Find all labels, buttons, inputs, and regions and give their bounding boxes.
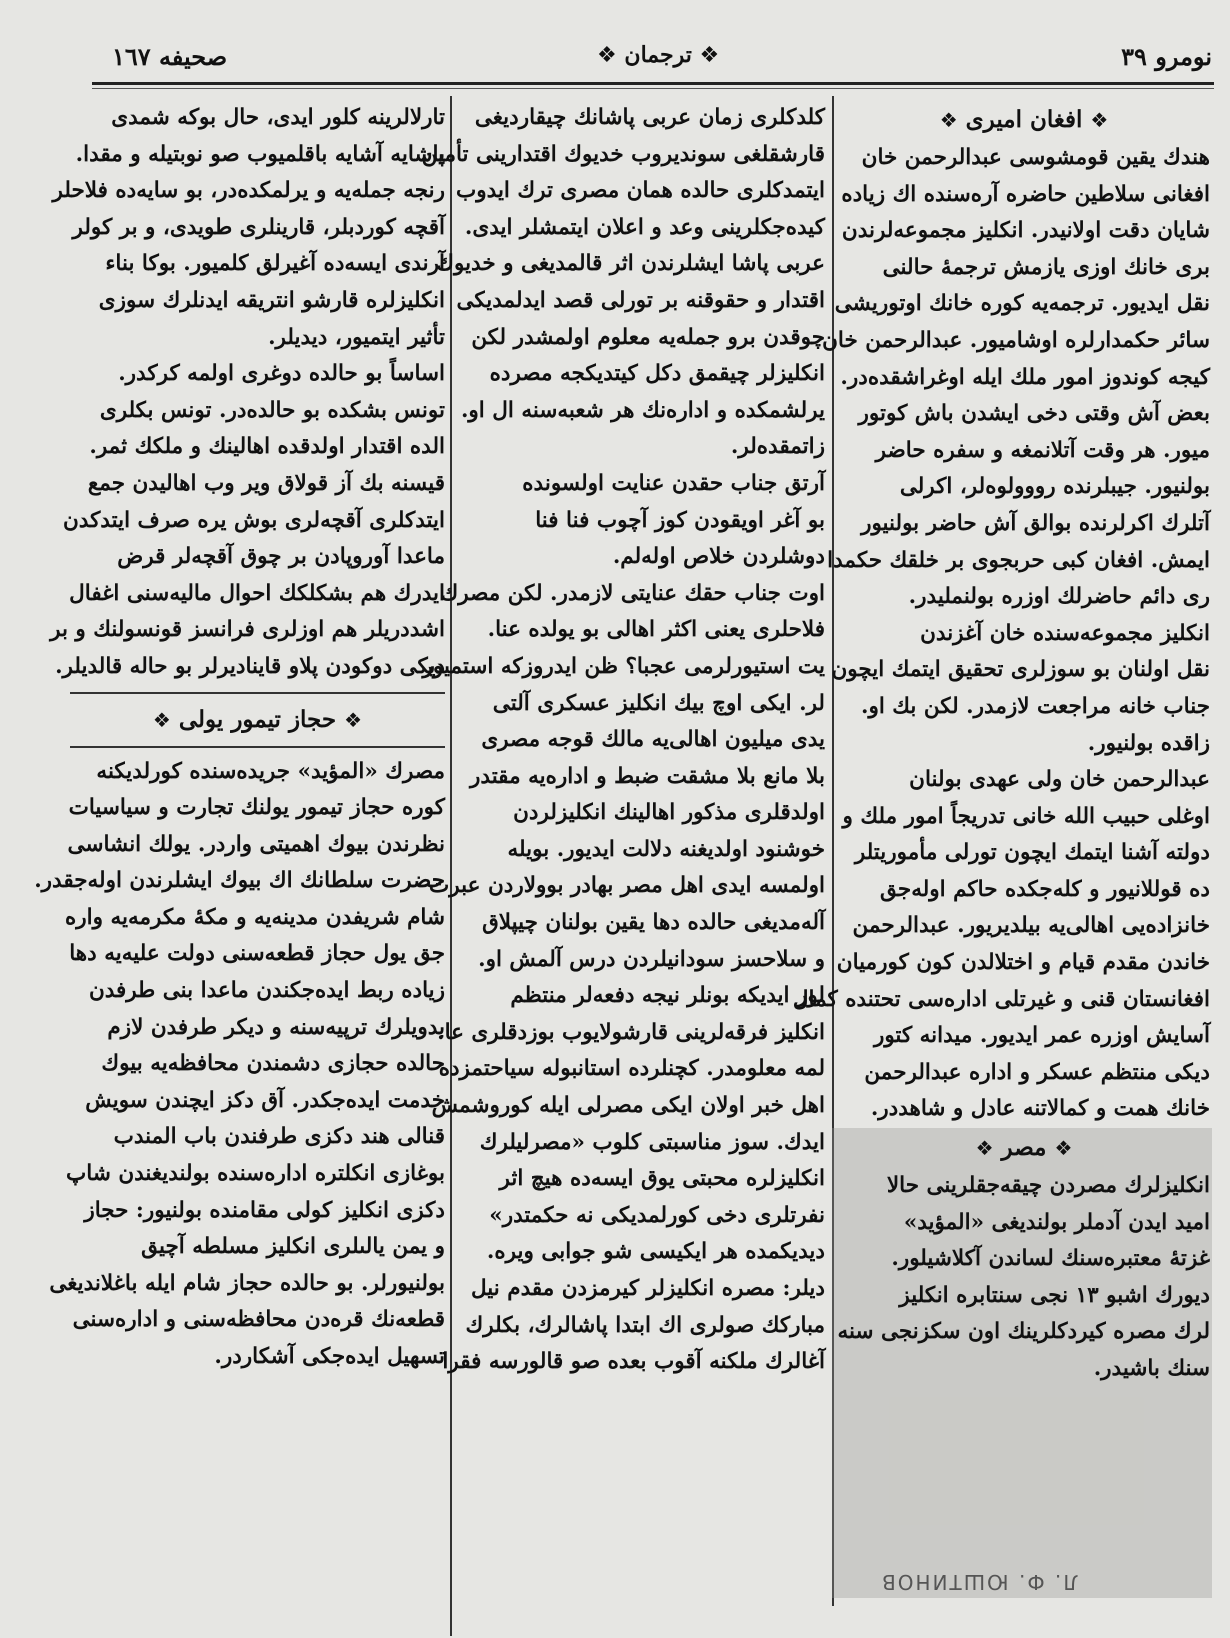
text-line: ميور. هر وقت آتلانمغه و سفره حاضر	[875, 437, 1210, 463]
text-line: زاتمقده‌لر.	[730, 434, 825, 460]
text-line: آسايش اوزره عمر ايديور. ميدانه كتور	[873, 1023, 1210, 1049]
text-line: اميد ايدن آدملر بولنديغى «المؤيد»	[903, 1209, 1210, 1235]
text-line: لرك مصره كيردكلرينك اون سكزنجى سنه	[837, 1319, 1210, 1345]
text-line: برى خانك اوزى يازمش ترجمۀ حالنى	[882, 254, 1210, 280]
paper-name: ترجمان	[624, 42, 692, 68]
text-line: آقچه كوردبلر، قارينلرى طويدى، و بر كولر	[72, 214, 445, 240]
text-line: تارلالرينه كلور ايدى، حال بوكه شمدى	[111, 105, 445, 130]
text-line: آرتق جناب حقدن عنايت اولسونده	[522, 470, 825, 496]
article-heading-afghan-emir	[838, 100, 1210, 140]
text-line: قطعه‌نك قره‌دن محافظه‌سنى و اداره‌سنى	[72, 1307, 445, 1333]
text-line: ايدرك هم بشكلكك احوال ماليه‌سنى اغفال	[69, 580, 445, 606]
text-line: نفرتلرى دخى كورلمديكى نه حكمتدر»	[489, 1202, 825, 1228]
text-line: بلا مانع بلا مشقت ضبط و اداره‌يه مقتدر	[470, 763, 825, 789]
text-line: ديورك اشبو ١٣ نجى سنتابره انكليز	[899, 1282, 1210, 1308]
text-line: قيسنه بك آز قولاق وير وب اهاليدن جمع	[87, 470, 445, 496]
text-line: نقل اولنان بو سوزلرى تحقيق ايتمك ايچون	[831, 657, 1210, 683]
text-line: رى دائم حاضرلك اوزره بولنمليدر.	[908, 584, 1210, 610]
text-line: لمه معلومدر. كچنلرده استانبوله سياحتمزده	[438, 1056, 825, 1082]
text-line: ماعدا آوروپادن بر چوق آقچه‌لر قرض	[117, 544, 445, 570]
text-line: قنالى هند دكزى طرفندن باب المندب	[113, 1124, 445, 1150]
page-header	[92, 34, 1212, 84]
text-line: عبدالرحمن خان ولى عهدى بولنان	[909, 767, 1210, 793]
column-right	[792, 100, 1210, 1388]
text-line: ديكى دوكودن پلاو قايناديرلر بو حاله قالديلر.	[55, 653, 445, 679]
text-line: خوشنود اولديغنه دلالت ايديور. بويله	[507, 836, 825, 862]
text-line: هندك يقين قومشوسى عبدالرحمن خان	[861, 145, 1210, 170]
text-line: عربى پاشا ايشلرندن اثر قالمديغى و خديوك	[436, 251, 825, 277]
text-line: ده قوللانيور و كله‌جكده حاكم اوله‌جق	[879, 876, 1210, 902]
text-line: زاقده بولنيور.	[1087, 730, 1210, 756]
text-line: مباركك صولرى اك ابتدا پاشالرك، بكلرك	[465, 1312, 825, 1338]
article-heading-hejaz-railway	[70, 700, 445, 740]
text-line: انكليزلر چيقمق دكل كيتديكجه مصرده	[489, 361, 825, 387]
text-line: نظرندن بيوك اهميتى واردر. يولك انشاسى	[67, 831, 445, 857]
text-line: كوره حجاز تيمور يولنك تجارت و سياسيات	[68, 795, 445, 821]
text-line: دولته آشنا ايتمك ايچون تورلى مأموريتلر	[854, 840, 1210, 866]
section-rule	[70, 692, 445, 694]
text-line: تأثير ايتميور، ديديلر.	[268, 324, 445, 350]
text-line: فلاحلرى يعنى اكثر اهالى بو يولده عنا.	[487, 617, 825, 643]
text-line: ايمش. افغان كبى حربجوى بر خلقك حكمدا	[827, 547, 1210, 573]
ornament-left-icon: ❖	[597, 43, 617, 68]
text-line: ديكى منتظم عسكر و اداره عبدالرحمن	[864, 1059, 1210, 1085]
text-line: كيجه كوندوز امور ملك ايله اوغراشقده‌در.	[840, 364, 1210, 390]
text-line: ايتمدكلرى حالده همان مصرى ترك ايدوب	[456, 178, 825, 204]
ornament-icon: ❖	[1090, 108, 1109, 132]
text-line: شايان دقت اولانيدر. انكليز مجموعه‌لرندن	[841, 218, 1210, 244]
text-line: دوشلردن خلاص اولەلم.	[612, 544, 825, 570]
article-heading-afghan-emir-text: افغان اميرى	[965, 106, 1083, 133]
text-line: دكزى انكليز كولى مقامنده بولنيور: حجاز	[84, 1197, 445, 1223]
text-line: بدويلرك ترپيه‌سنه و ديكر طرفدن لازم	[107, 1014, 445, 1040]
header-rule	[92, 82, 1214, 85]
header-rule-thin	[92, 88, 1214, 89]
text-line: بو آغر اويقودن كوز آچوب فنا فنا	[535, 507, 825, 533]
ornament-icon: ❖	[1054, 1136, 1073, 1161]
column-divider-left	[450, 96, 452, 1636]
stamp-text: Л. Ф. ЮШТИНОВ	[880, 1570, 1079, 1594]
text-line: غزتۀ معتبره‌سنك لساندن آكلاشيلور.	[891, 1246, 1210, 1272]
text-line: خانزاده‌يى اهالى‌يه بيلديريور. عبدالرحمن	[852, 913, 1210, 939]
ornament-icon: ❖	[939, 108, 958, 132]
text-line: انكليزلره محبتى يوق ايسه‌ده هيچ اثر	[499, 1166, 825, 1192]
text-line: ايدك. سوز مناسبتى كلوب «مصرليلرك	[479, 1129, 825, 1155]
text-line: جق يول حجاز قطعه‌سنى دولت عليه‌يه دها	[69, 941, 445, 967]
text-line: افغانستان قنى و غيرتلى اداره‌سى تحتنده كمال	[792, 986, 1210, 1012]
text-line: انكليز فرقەلرينى قارشولايوب بوزدقلرى عا.	[437, 1019, 825, 1045]
text-line: اوت جناب حقك عنايتى لازمدر. لكن مصرك	[440, 580, 825, 606]
text-line: چوقدن برو جمله‌يه معلوم اولمشدر لكن	[471, 324, 825, 350]
text-line: آغالرك ملكنه آقوب بعده صو قالورسه فقرا	[442, 1349, 825, 1375]
page-number: صحيفه ١٦٧	[112, 42, 228, 71]
section-rule	[70, 746, 445, 748]
text-line: ايتدكلرى آقچه‌لرى بوش يره صرف ايتدكدن	[63, 507, 445, 533]
text-line: تسهيل ايده‌جكى آشكاردر.	[214, 1344, 445, 1369]
text-line: اوغلى حبيب الله خانى تدريجاً امور ملك و	[842, 803, 1210, 829]
text-line: يدى ميليون اهالى‌يه مالك قوجه مصرى	[481, 727, 825, 753]
text-line: يرلشمكده و ادارەنك هر شعبه‌سنه ال او.	[460, 397, 825, 423]
ornament-icon: ❖	[152, 707, 171, 732]
text-line: اولمسه ايدى اهل مصر بهادر بوولاردن عبرت	[429, 873, 825, 899]
text-line: و سلاحسز سودانيلردن درس آلمش او.	[478, 946, 825, 972]
article-heading-egypt	[838, 1128, 1210, 1168]
text-line: حالده حجازى دشمندن محافظه‌يه بيوك	[101, 1051, 445, 1077]
text-line: آتلرك اكرلرنده بوالق آش حاضر بولنيور	[861, 510, 1210, 536]
column-left	[34, 100, 445, 1376]
text-line: حضرت سلطانك اك بيوك ايشلرندن اوله‌جقدر.	[34, 868, 445, 894]
text-line: سائر حكمدارلره اوشاميور. عبدالرحمن خان	[822, 327, 1210, 353]
text-line: و يمن يالىلرى انكليز مسلطه آچيق	[141, 1234, 445, 1260]
text-line: ديديكمده هر ايكيسى شو جوابى ويره.	[486, 1239, 825, 1265]
text-line: بعض آش وقتى دخى ايشدن باش كوتور	[858, 401, 1210, 427]
text-line: قارشقلغى سونديروب خديوك اقتدارينى تأمين	[421, 141, 825, 167]
text-line: خاندن مقدم قيام و اختلالدن كون كورميان	[836, 950, 1210, 976]
text-line: كيده‌جكلرينى وعد و اعلان ايتمشلر ايدى.	[464, 214, 825, 240]
text-line: تونس بشكده بو حالده‌در. تونس بكلرى	[99, 397, 445, 423]
ornament-right-icon: ❖	[699, 43, 720, 68]
ornament-icon: ❖	[344, 707, 363, 732]
text-line: آرندى ايسه‌ده آغيرلق كلميور. بوكا بناء	[105, 251, 445, 277]
text-line: آلەمديغى حالده دها يقين بولنان چيپلاق	[482, 910, 825, 936]
text-line: اشددريلر هم اوزلرى فرانسز قونسولنك و بر	[50, 617, 445, 643]
text-line: انكليزلرك مصردن چيقه‌جقلرينى حالا	[886, 1173, 1210, 1199]
text-line: اقتدار و حقوقنه بر تورلى قصد ايدلمديكى	[456, 287, 825, 313]
text-line: الده اقتدار اولدقده اهالينك و ملكك ثمر.	[89, 434, 445, 460]
issue-number: نومرو ٣٩	[1121, 42, 1212, 71]
paper-title	[597, 42, 719, 68]
text-line: افغانى سلاطين حاضره آره‌سنده اك زياده	[841, 181, 1210, 207]
text-line: پاشايه آشايه باقلميوب صو نوبتيله و مقدا.	[75, 141, 445, 167]
column-middle	[421, 100, 825, 1381]
text-line: كلدكلرى زمان عربى پاشانك چيقارديغى	[474, 105, 825, 130]
text-line: بولنيورلر. بو حالده حجاز شام ايله باغلانديغى	[49, 1270, 445, 1296]
text-line: يت استيورلرمى عجبا؟ ظن ايدروزكه استميور	[422, 653, 825, 679]
text-line: انكليزلرە قارشو انتريقه ايدنلرك سوزى	[98, 287, 445, 313]
text-line: لر. ايكى اوچ بيك انكليز عسكرى آلتى	[492, 690, 825, 716]
text-line: خانك همت و كمالاتنه عادل و شاهددر.	[870, 1096, 1210, 1122]
text-line: رنجه جمله‌يه و يرلمكده‌در، بو سايه‌ده فلاحلر	[52, 178, 445, 204]
text-line: سنك باشيدر.	[1093, 1356, 1210, 1381]
text-line: لور ايديكه بونلر نيجه دفعه‌لر منتظم	[510, 983, 825, 1009]
text-line: خدمت ايده‌جكدر. آق دكز ايچندن سويش	[85, 1087, 445, 1113]
text-line: بوغازى انكلتره اداره‌سنده بولنديغندن شاپ	[66, 1161, 445, 1187]
text-line: اولدقلرى مذكور اهالينك انكليزلردن	[513, 800, 825, 826]
text-line: شام شريفدن مدينه‌يه و مكۀ مكرمه‌يه واره	[64, 904, 445, 930]
text-line: نقل ايديور. ترجمه‌يه كوره خانك اوتوريشى	[834, 291, 1210, 317]
text-line: ديلر: مصره انكليزلر كيرمزدن مقدم نيل	[471, 1276, 825, 1301]
article-heading-egypt-text: مصر	[1001, 1134, 1047, 1162]
article-heading-hejaz-railway-text: حجاز تيمور يولى	[178, 705, 337, 733]
text-line: مصرك «المؤيد» جريده‌سنده كورلديكنه	[96, 758, 445, 784]
text-line: زياده ربط ايده‌جكندن ماعدا بنى طرفدن	[88, 978, 445, 1004]
text-line: انكليز مجموعه‌سنده خان آغزندن	[920, 620, 1210, 646]
text-line: بولنيور. جيبلرنده رووولوه‌لر، اكرلى	[899, 474, 1210, 500]
ornament-icon: ❖	[975, 1136, 994, 1161]
text-line: اساساً بو حالده دوغرى اولمه كركدر.	[118, 361, 445, 387]
text-line: اهل خبر اولان ايكى مصرلى ايله كوروشمش	[431, 1093, 825, 1119]
text-line: جناب خانه مراجعت لازمدر. لكن بك او.	[860, 693, 1210, 719]
